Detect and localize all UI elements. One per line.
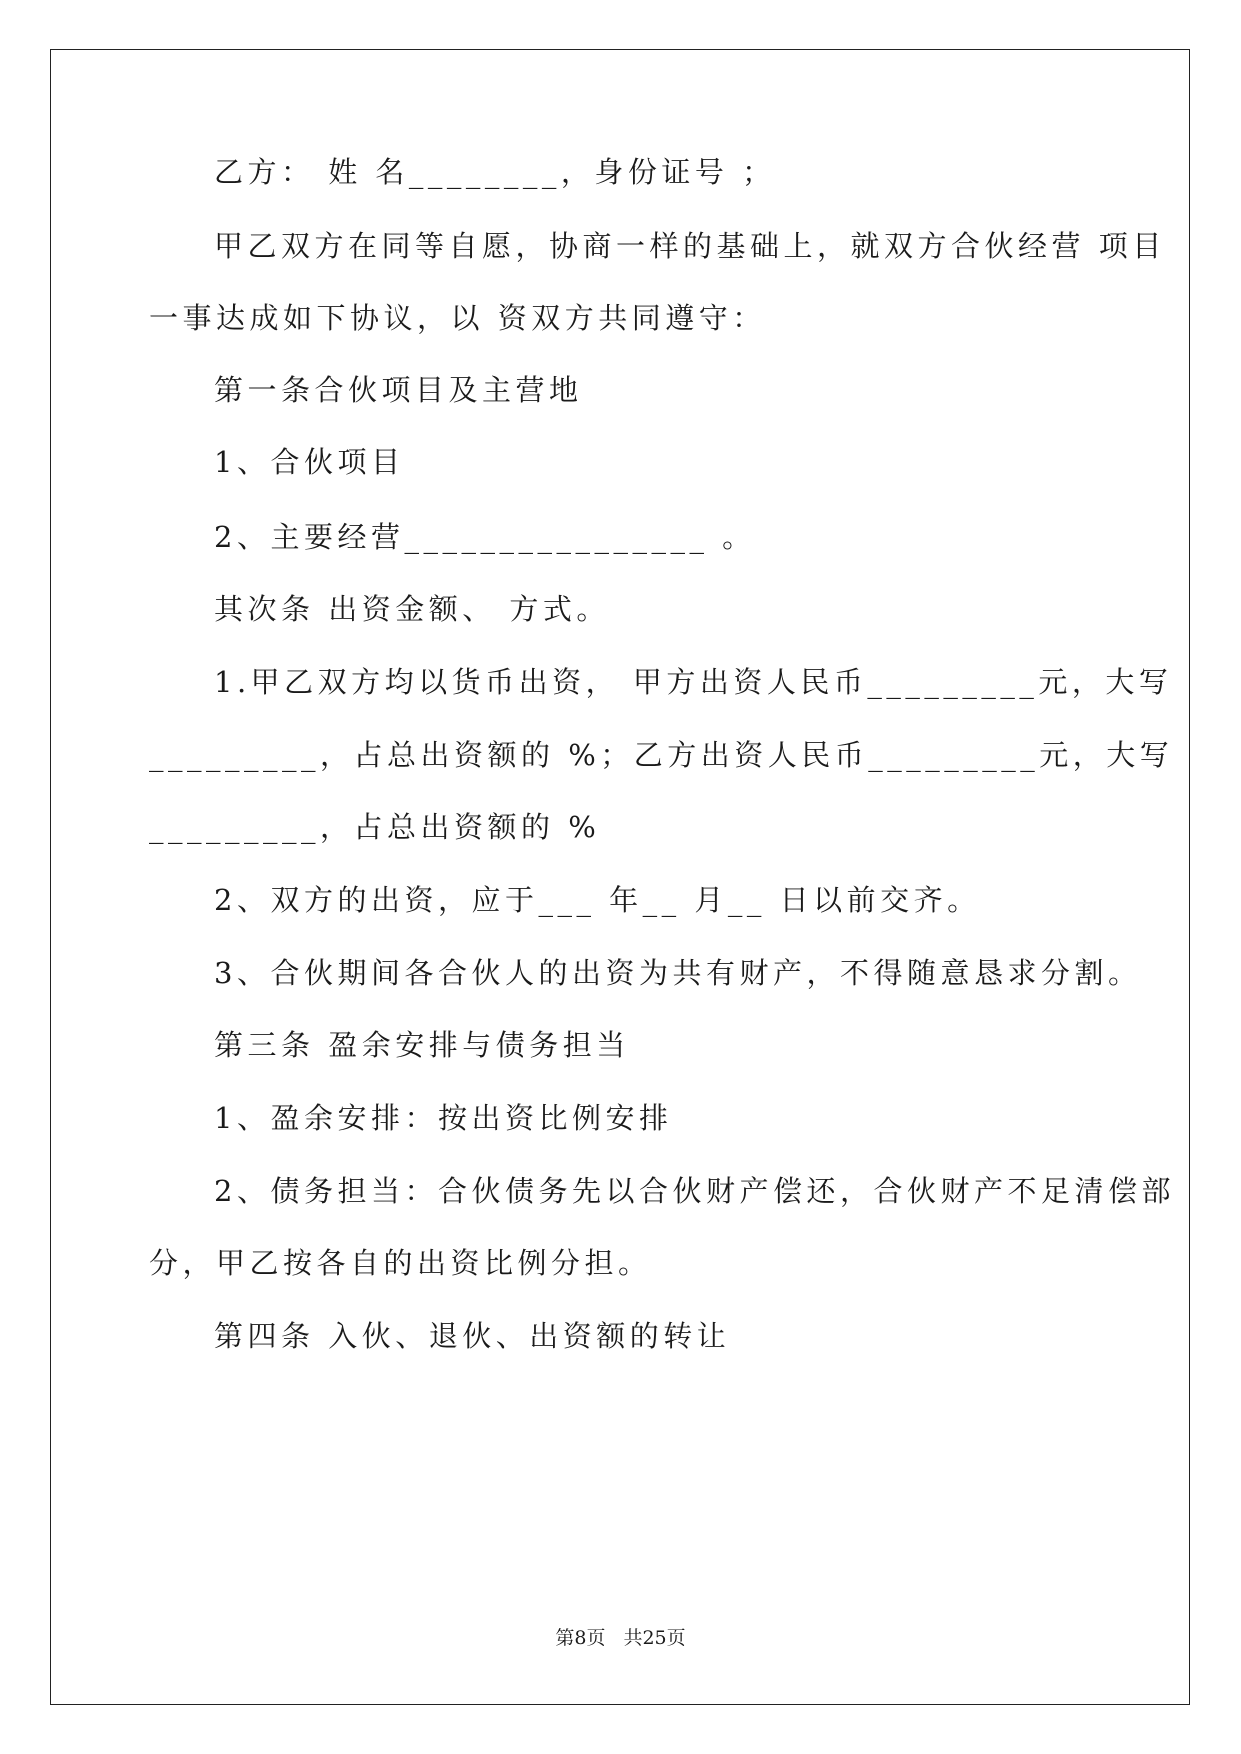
article-3-item-1: 1、盈余安排：按出资比例安排 [214, 1101, 673, 1135]
article-4-heading: 第四条 入伙、退伙、出资额的转让 [214, 1319, 731, 1353]
article-1-heading: 第一条合伙项目及主营地 [214, 373, 583, 407]
article-2-item-1-line-1: 1.甲乙双方均以货币出资， 甲方出资人民币_________元，大写 [214, 665, 1173, 699]
page-footer [0, 1626, 1241, 1650]
article-3-heading: 第三条 盈余安排与债务担当 [214, 1028, 630, 1062]
article-3-item-2-line-1: 2、债务担当：合伙债务先以合伙财产偿还，合伙财产不足清偿部 [214, 1174, 1175, 1208]
article-2-item-2: 2、双方的出资，应于___ 年__ 月__ 日以前交齐。 [214, 883, 981, 917]
party-b-line: 乙方： 姓 名________，身份证号 ； [214, 155, 776, 189]
page-number-current: 第8页 [555, 1627, 606, 1649]
paragraph-intro-line-1: 甲乙双方在同等自愿，协商一样的基础上，就双方合伙经营 项目 [214, 229, 1166, 263]
article-2-item-3: 3、合伙期间各合伙人的出资为共有财产，不得随意恳求分割。 [214, 956, 1142, 990]
page-number-total: 共25页 [623, 1627, 686, 1649]
article-2-item-1-line-2: _________，占总出资额的 %；乙方出资人民币_________元，大写 [149, 738, 1174, 772]
article-3-item-2-line-2: 分，甲乙按各自的出资比例分担。 [149, 1246, 652, 1280]
article-1-item-2: 2、主要经营________________ 。 [214, 520, 756, 554]
article-1-item-1: 1、合伙项目 [214, 445, 405, 479]
paragraph-intro-line-2: 一事达成如下协议，以 资双方共同遵守： [149, 301, 766, 335]
article-2-item-1-line-3: _________，占总出资额的 % [149, 810, 601, 844]
article-2-heading: 其次条 出资金额、 方式。 [214, 592, 610, 626]
